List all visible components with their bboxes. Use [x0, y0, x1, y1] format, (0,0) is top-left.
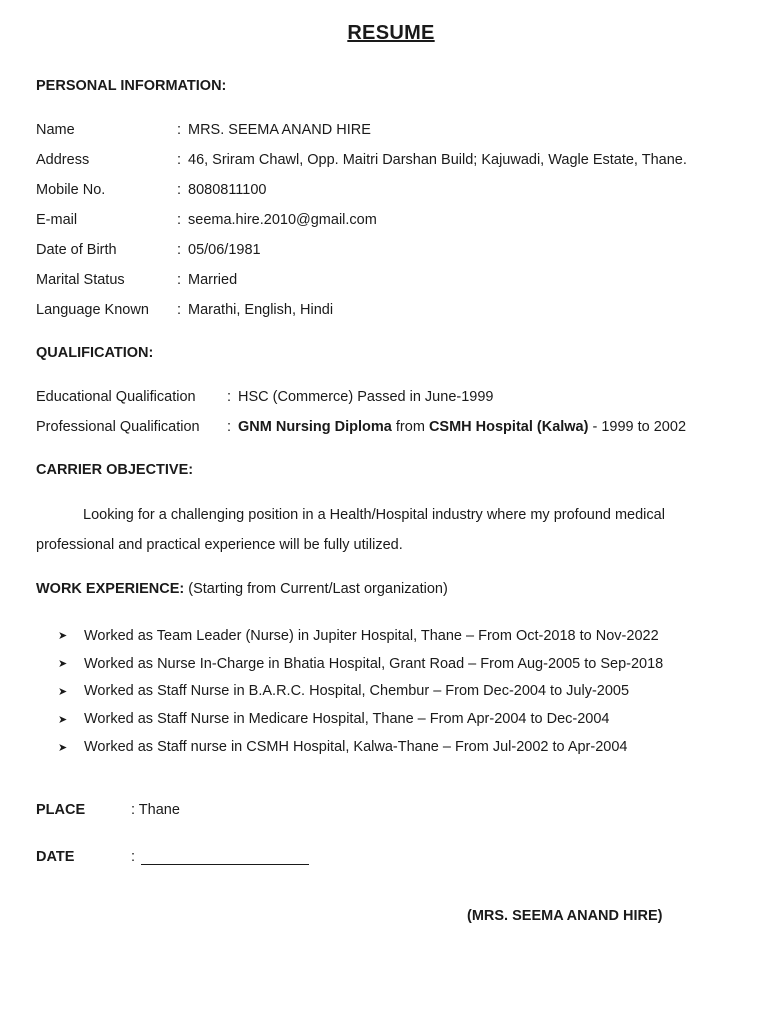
colon-separator: : [177, 272, 182, 288]
colon-separator: : [177, 182, 182, 198]
field-value: 46, Sriram Chawl, Opp. Maitri Darshan Build; Kajuwadi, Wagle Estate, Thane. [188, 152, 687, 168]
work-heading: WORK EXPERIENCE: [36, 581, 185, 597]
diploma-name: GNM Nursing Diploma [238, 419, 392, 435]
arrow-bullet-icon: ➤ [58, 658, 68, 671]
resume-title: RESUME [347, 22, 435, 44]
personal-row-language [36, 302, 334, 322]
field-value: 8080811100 [188, 182, 267, 198]
work-heading-row [36, 581, 448, 601]
list-item [58, 678, 663, 706]
field-value [238, 419, 686, 435]
date-field [131, 849, 309, 865]
field-label: Educational Qualification [36, 389, 196, 405]
date-blank-line [141, 850, 309, 865]
field-label: Mobile No. [36, 182, 106, 198]
field-label: Date of Birth [36, 242, 117, 258]
work-item-text: Worked as Team Leader (Nurse) in Jupiter Hospital, Thane – From Oct-2018 to Nov-2022 [84, 627, 659, 644]
qualification-heading: QUALIFICATION: [36, 345, 154, 361]
field-value: Married [188, 272, 238, 288]
list-item [58, 622, 663, 650]
personal-row-email [36, 212, 377, 232]
field-label: Marital Status [36, 272, 125, 288]
place-label: PLACE [36, 802, 86, 818]
work-item-text: Worked as Staff Nurse in B.A.R.C. Hospital, Chembur – From Dec-2004 to July-2005 [84, 683, 630, 700]
personal-row-marital [36, 272, 238, 292]
objective-text: Looking for a challenging position in a Health/Hospital industry where my profound medical professional and practical experience will be fully utilized. [36, 507, 665, 553]
field-value: Marathi, English, Hindi [188, 302, 334, 318]
work-experience-list [58, 622, 663, 761]
field-value: seema.hire.2010@gmail.com [188, 212, 377, 228]
work-item-text: Worked as Staff Nurse in Medicare Hospital, Thane – From Apr-2004 to Dec-2004 [84, 711, 610, 728]
date-value: : [131, 849, 136, 865]
work-item-text: Worked as Staff nurse in CSMH Hospital, Kalwa-Thane – From Jul-2002 to Apr-2004 [84, 739, 628, 756]
field-value: 05/06/1981 [188, 242, 261, 258]
date-label: DATE [36, 849, 75, 865]
personal-row-address [36, 152, 687, 172]
colon-separator: : [177, 242, 182, 258]
colon-separator: : [177, 212, 182, 228]
personal-row-mobile [36, 182, 267, 202]
qualification-row-educational [36, 389, 494, 409]
hospital-name: CSMH Hospital (Kalwa) [428, 419, 589, 435]
list-item [58, 733, 663, 761]
colon-separator: : [177, 122, 182, 138]
signature-name: (MRS. SEEMA ANAND HIRE) [467, 908, 663, 924]
arrow-bullet-icon: ➤ [58, 713, 68, 726]
field-label: E-mail [36, 212, 78, 228]
colon-separator: : [177, 152, 182, 168]
objective-heading: CARRIER OBJECTIVE: [36, 462, 194, 478]
personal-row-dob [36, 242, 261, 262]
field-value: HSC (Commerce) Passed in June-1999 [238, 389, 494, 405]
field-label: Language Known [36, 302, 149, 318]
list-item [58, 705, 663, 733]
year-range: - 1999 to 2002 [588, 419, 687, 435]
connector-text: from [391, 419, 429, 435]
field-value: MRS. SEEMA ANAND HIRE [188, 122, 371, 138]
arrow-bullet-icon: ➤ [58, 630, 68, 643]
personal-info-heading: PERSONAL INFORMATION: [36, 78, 227, 94]
field-label: Address [36, 152, 90, 168]
arrow-bullet-icon: ➤ [58, 685, 68, 698]
personal-row-name [36, 122, 371, 142]
colon-separator: : [227, 419, 232, 435]
field-label: Professional Qualification [36, 419, 200, 435]
work-item-text: Worked as Nurse In-Charge in Bhatia Hospital, Grant Road – From Aug-2005 to Sep-2018 [84, 655, 664, 672]
list-item [58, 650, 663, 678]
qualification-row-professional [36, 419, 687, 439]
colon-separator: : [177, 302, 182, 318]
field-label: Name [36, 122, 75, 138]
work-subheading: (Starting from Current/Last organization) [184, 581, 448, 597]
arrow-bullet-icon: ➤ [58, 741, 68, 754]
colon-separator: : [227, 389, 232, 405]
place-value: : Thane [131, 802, 180, 818]
